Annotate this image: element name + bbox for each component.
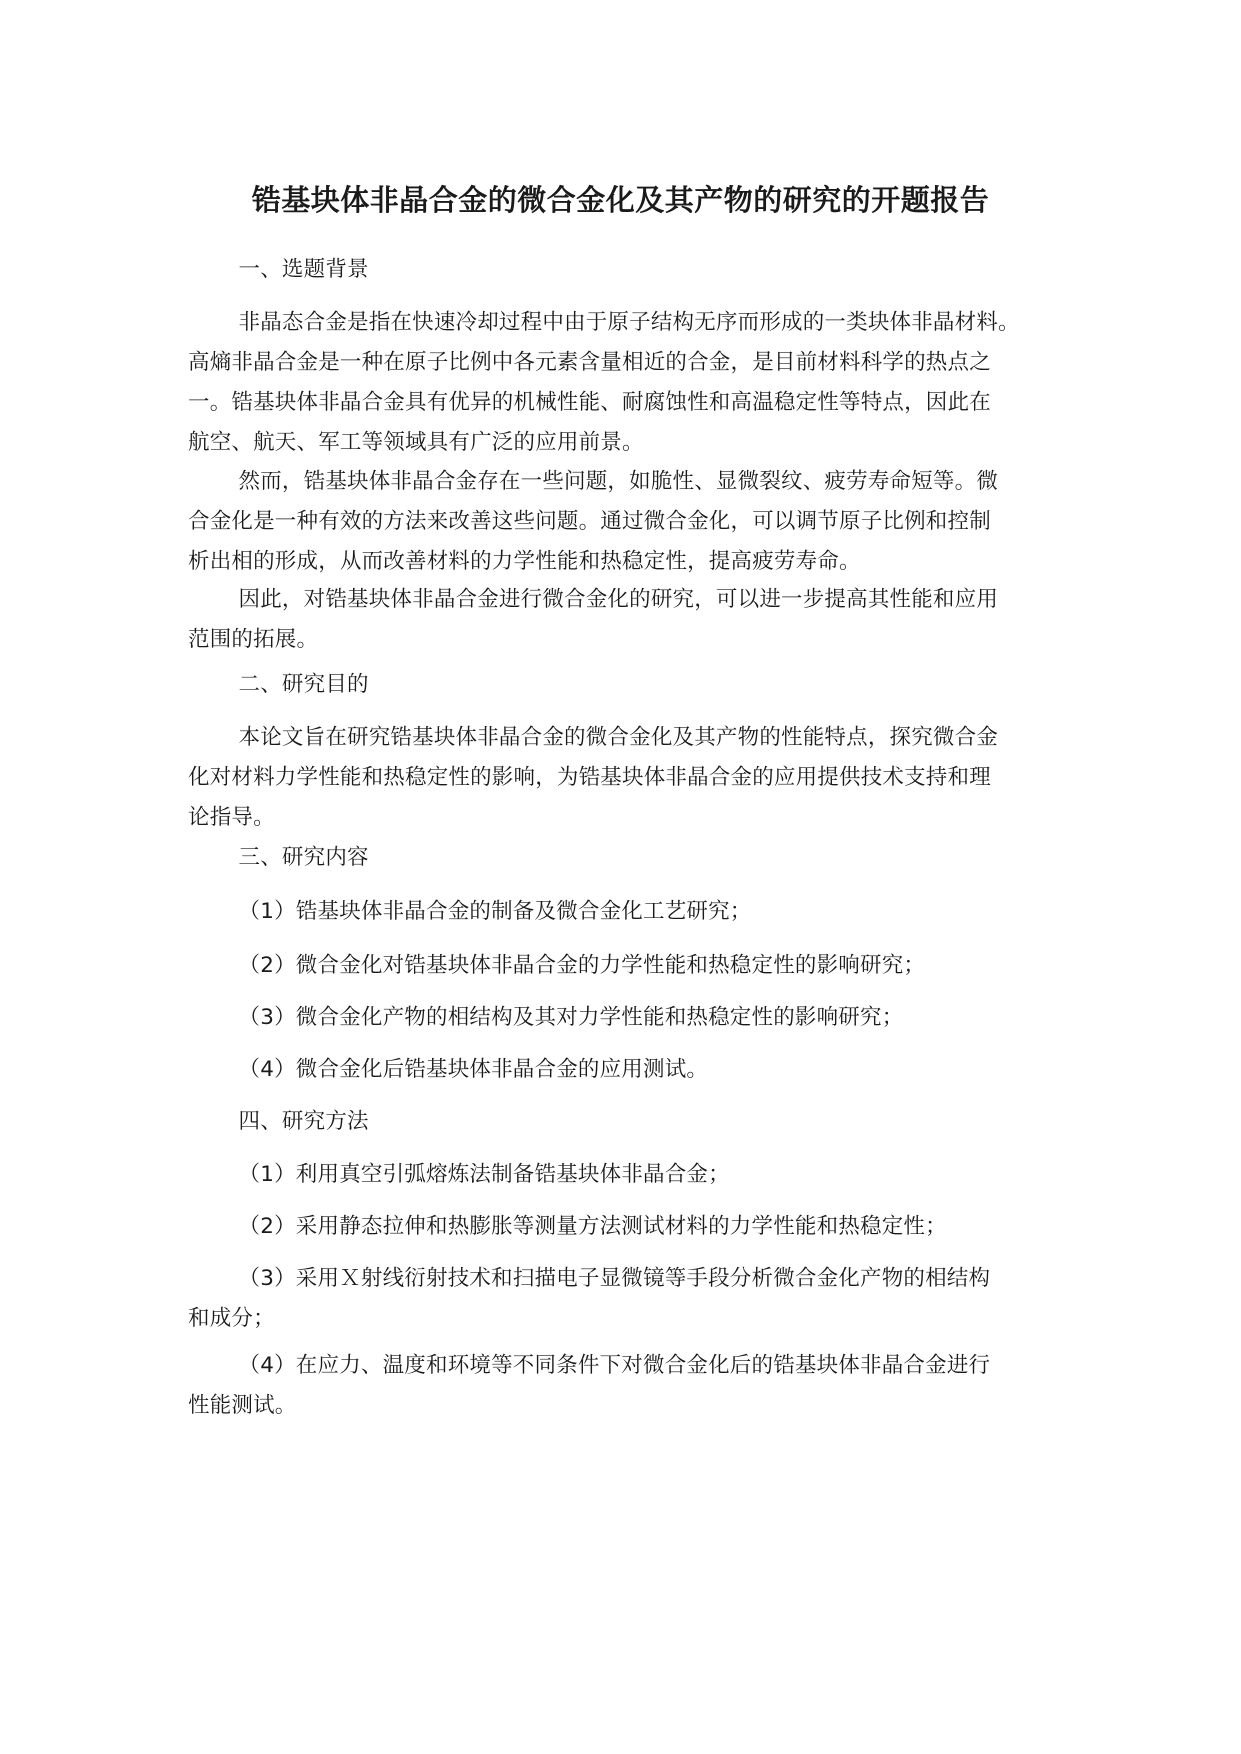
paragraph-line: 然而，锆基块体非晶合金存在一些问题，如脆性、显微裂纹、疲劳寿命短等。微 [238,469,999,494]
paragraph-line: 本论文旨在研究锆基块体非晶合金的微合金化及其产物的性能特点，探究微合金 [238,725,999,750]
section-heading-background: 一、选题背景 [238,257,369,282]
content-item-2: （2）微合金化对锆基块体非晶合金的力学性能和热稳定性的影响研究； [238,953,926,978]
content-item-1: （1）锆基块体非晶合金的制备及微合金化工艺研究； [238,899,752,924]
paragraph-line: 一。锆基块体非晶合金具有优异的机械性能、耐腐蚀性和高温稳定性等特点，因此在 [188,390,991,415]
paragraph-line: 析出相的形成，从而改善材料的力学性能和热稳定性，提高疲劳寿命。 [188,549,861,574]
paragraph-line: 高熵非晶合金是一种在原子比例中各元素含量相近的合金，是目前材料科学的热点之 [188,350,991,375]
paragraph-line: 化对材料力学性能和热稳定性的影响，为锆基块体非晶合金的应用提供技术支持和理 [188,765,991,790]
content-item-4: （4）微合金化后锆基块体非晶合金的应用测试。 [238,1057,709,1082]
methods-item-1: （1）利用真空引弧熔炼法制备锆基块体非晶合金； [238,1162,730,1187]
section-heading-purpose: 二、研究目的 [238,672,369,697]
document-title: 锆基块体非晶合金的微合金化及其产物的研究的开题报告 [251,183,990,217]
paragraph-line: 合金化是一种有效的方法来改善这些问题。通过微合金化，可以调节原子比例和控制 [188,509,991,534]
background-paragraph-1 [188,303,1070,463]
methods-item-4 [188,1346,1070,1426]
paragraph-line: （3）采用Ｘ射线衍射技术和扫描电子显微镜等手段分析微合金化产物的相结构 [238,1266,991,1291]
paragraph-line: 范围的拓展。 [188,627,319,652]
paragraph-line: 非晶态合金是指在快速冷却过程中由于原子结构无序而形成的一类块体非晶材料。 [238,310,1020,335]
paragraph-line: （4）在应力、温度和环境等不同条件下对微合金化后的锆基块体非晶合金进行 [238,1353,991,1378]
paragraph-line: 因此，对锆基块体非晶合金进行微合金化的研究，可以进一步提高其性能和应用 [238,587,999,612]
background-paragraph-3 [188,580,1070,660]
section-heading-content: 三、研究内容 [238,845,369,870]
paragraph-line: 和成分； [188,1306,275,1331]
content-item-3: （3）微合金化产物的相结构及其对力学性能和热稳定性的影响研究； [238,1005,904,1030]
background-paragraph-2 [188,462,1070,582]
paragraph-line: 航空、航天、军工等领域具有广泛的应用前景。 [188,430,644,455]
paragraph-line: 论指导。 [188,805,275,830]
methods-item-3 [188,1259,1070,1339]
section-heading-methods: 四、研究方法 [238,1109,369,1134]
purpose-paragraph [188,718,1070,838]
methods-item-2: （2）采用静态拉伸和热膨胀等测量方法测试材料的力学性能和热稳定性； [238,1214,947,1239]
paragraph-line: 性能测试。 [188,1393,297,1418]
